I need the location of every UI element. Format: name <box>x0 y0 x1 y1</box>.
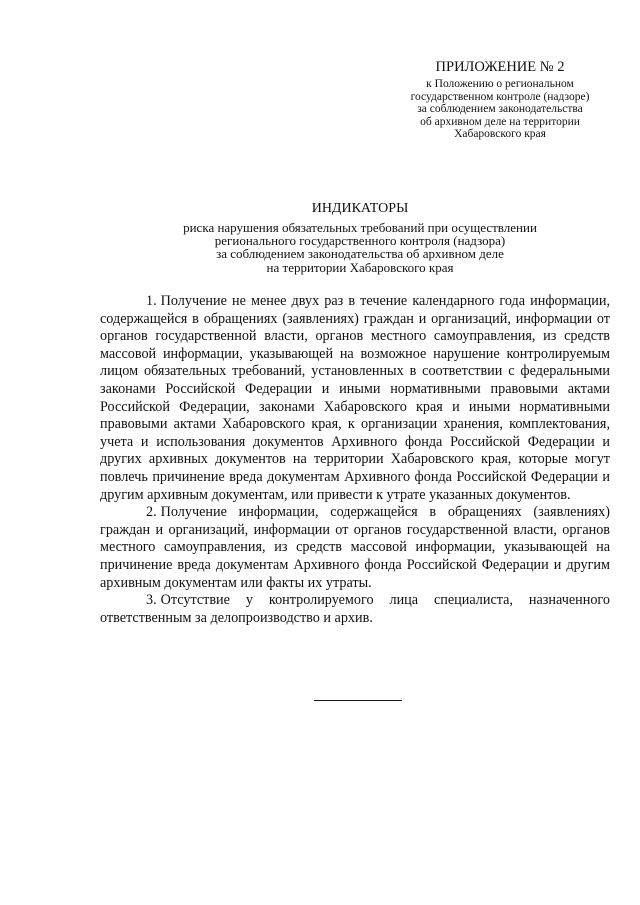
appendix-line: об архивном деле на территории <box>420 115 580 128</box>
document-subtitle-line: на территории Хабаровского края <box>266 259 454 275</box>
indicators-list <box>100 293 610 627</box>
indicator-number: 1. <box>146 293 157 309</box>
indicator-text: Отсутствие у контролируемого лица специалиста, назначенного ответственным за делопроизводство и архив. <box>100 592 610 626</box>
appendix-line: государственном контроле (надзоре) <box>410 90 590 103</box>
appendix-title: ПРИЛОЖЕНИЕ № 2 <box>435 59 565 75</box>
appendix-line: Хабаровского края <box>454 128 546 140</box>
document-title: ИНДИКАТОРЫ <box>311 201 409 216</box>
indicator-text: Получение информации, содержащейся в обращениях (заявлениях) граждан и организаций, информации от органов государственной власти, органов местного самоуправления, из средств массовой информации, указывающей на причинение вреда документам Архивного фонда Российской Федерации и другим архивным документам или факты их утраты. <box>100 504 610 591</box>
appendix-header <box>392 58 608 141</box>
end-divider <box>314 700 402 701</box>
document-heading <box>110 200 610 274</box>
indicator-item <box>100 293 610 504</box>
document-subtitle-line: регионального государственного контроля (надзора) <box>214 233 506 249</box>
indicator-number: 3. <box>146 592 157 609</box>
appendix-line: к Положению о региональном <box>426 78 574 90</box>
appendix-line: за соблюдением законодательства <box>417 103 583 115</box>
document-subtitle-line: риска нарушения обязательных требований при осуществлении <box>183 220 537 235</box>
indicator-item <box>100 504 610 592</box>
document-subtitle-line: за соблюдением законодательства об архивном деле <box>216 246 504 262</box>
indicator-number: 2. <box>146 504 157 521</box>
indicator-item <box>100 592 610 627</box>
indicator-text: Получение не менее двух раз в течение календарного года информации, содержащейся в обращениях (заявлениях) граждан и организаций, информации от органов государственной власти, органов местного самоуправления, из средств массовой информации, указывающей на возможное нарушение контролируемым лицом обязательных требований, установленных в соответствии с федеральными законами Российской Федерации и иными нормативными правовыми актами Российской Федерации, законами Хабаровского края и иными нормативными правовыми актами Хабаровского края, к организации хранения, комплектования, учета и использования документов Архивного фонда Российской Федерации и других архивных документов на территории Хабаровского края, которые могут повлечь причинение вреда документам Архивного фонда Российской Федерации и другим архивным документам, или привести к утрате указанных документов. <box>100 293 610 503</box>
